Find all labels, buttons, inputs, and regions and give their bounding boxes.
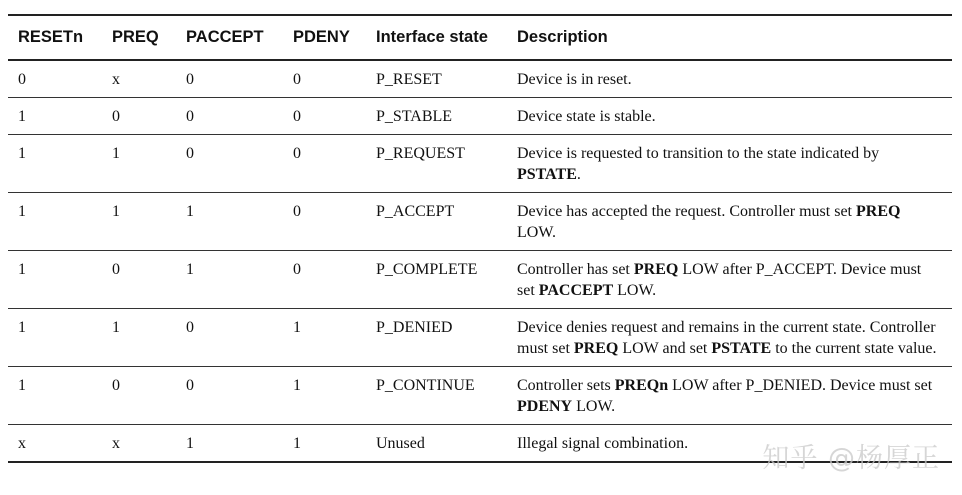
cell-pdeny: 1 xyxy=(283,425,366,463)
cell-paccept: 1 xyxy=(176,251,283,309)
cell-paccept: 0 xyxy=(176,309,283,367)
interface-state-table xyxy=(8,14,952,463)
table-row xyxy=(8,425,952,463)
state-table-container xyxy=(8,14,952,463)
cell-state: P_CONTINUE xyxy=(366,367,507,425)
signal-name: PREQ xyxy=(856,203,901,220)
signal-name: PREQ xyxy=(633,261,679,278)
table-body xyxy=(8,60,952,462)
cell-preq: x xyxy=(102,60,176,98)
signal-name: PREQ xyxy=(573,340,619,357)
table-row xyxy=(8,135,952,193)
cell-description xyxy=(507,135,952,193)
table-row xyxy=(8,309,952,367)
cell-resetn: 1 xyxy=(8,135,102,193)
cell-paccept: 0 xyxy=(176,367,283,425)
cell-resetn: 1 xyxy=(8,98,102,135)
cell-pdeny: 0 xyxy=(283,251,366,309)
cell-description xyxy=(507,251,952,309)
table-header-row xyxy=(8,15,952,60)
cell-pdeny: 0 xyxy=(283,98,366,135)
description-text: LOW and set xyxy=(618,340,712,357)
cell-preq: 0 xyxy=(102,251,176,309)
signal-name: PDENY xyxy=(517,398,573,415)
table-row xyxy=(8,60,952,98)
header-interface-state: Interface state xyxy=(366,15,507,60)
description-text: Device is in reset. xyxy=(517,71,632,88)
cell-preq: 1 xyxy=(102,309,176,367)
cell-description xyxy=(507,425,952,463)
cell-paccept: 1 xyxy=(176,425,283,463)
cell-pdeny: 1 xyxy=(283,367,366,425)
cell-pdeny: 0 xyxy=(283,135,366,193)
signal-name: PSTATE xyxy=(711,340,772,357)
table-row xyxy=(8,251,952,309)
cell-description xyxy=(507,98,952,135)
cell-pdeny: 0 xyxy=(283,193,366,251)
cell-state: P_REQUEST xyxy=(366,135,507,193)
table-row xyxy=(8,193,952,251)
header-resetn: RESETn xyxy=(8,15,102,60)
cell-state: P_STABLE xyxy=(366,98,507,135)
description-text: Device is requested to transition to the state indicated by xyxy=(517,145,880,162)
signal-name: PACCEPT xyxy=(538,282,614,299)
cell-paccept: 0 xyxy=(176,135,283,193)
cell-paccept: 1 xyxy=(176,193,283,251)
cell-preq: 0 xyxy=(102,367,176,425)
description-text: Controller has set xyxy=(517,261,634,278)
description-text: LOW. xyxy=(572,398,616,415)
cell-resetn: 1 xyxy=(8,309,102,367)
description-text: Device denies request and remains in the current state. Controller must set xyxy=(517,319,936,357)
description-text: . xyxy=(576,166,581,183)
signal-name: PREQn xyxy=(614,377,669,394)
table-row xyxy=(8,367,952,425)
description-text: Illegal signal combination. xyxy=(517,435,689,452)
cell-description xyxy=(507,193,952,251)
cell-description xyxy=(507,60,952,98)
description-text: LOW after P_ACCEPT. Device must set xyxy=(517,261,922,299)
cell-description xyxy=(507,309,952,367)
cell-resetn: 1 xyxy=(8,251,102,309)
cell-resetn: 1 xyxy=(8,367,102,425)
description-text: to the current state value. xyxy=(771,340,937,357)
cell-resetn: 1 xyxy=(8,193,102,251)
cell-state: P_ACCEPT xyxy=(366,193,507,251)
signal-name: PSTATE xyxy=(517,166,577,183)
cell-preq: 0 xyxy=(102,98,176,135)
watermark-text: 知乎 @杨厚正 xyxy=(762,443,940,474)
description-text: LOW. xyxy=(517,224,556,241)
description-text: LOW. xyxy=(613,282,657,299)
header-pdeny: PDENY xyxy=(283,15,366,60)
cell-state: P_DENIED xyxy=(366,309,507,367)
description-text: Device has accepted the request. Controller must set xyxy=(517,203,856,220)
cell-state: P_COMPLETE xyxy=(366,251,507,309)
cell-resetn: 0 xyxy=(8,60,102,98)
cell-resetn: x xyxy=(8,425,102,463)
table-row xyxy=(8,98,952,135)
cell-preq: x xyxy=(102,425,176,463)
cell-state: Unused xyxy=(366,425,507,463)
description-text: Controller sets xyxy=(517,377,615,394)
cell-state: P_RESET xyxy=(366,60,507,98)
cell-paccept: 0 xyxy=(176,98,283,135)
cell-pdeny: 0 xyxy=(283,60,366,98)
cell-preq: 1 xyxy=(102,135,176,193)
cell-paccept: 0 xyxy=(176,60,283,98)
description-text: Device state is stable. xyxy=(517,108,656,125)
header-preq: PREQ xyxy=(102,15,176,60)
header-description: Description xyxy=(507,15,952,60)
cell-description xyxy=(507,367,952,425)
cell-pdeny: 1 xyxy=(283,309,366,367)
header-paccept: PACCEPT xyxy=(176,15,283,60)
cell-preq: 1 xyxy=(102,193,176,251)
description-text: LOW after P_DENIED. Device must set xyxy=(668,377,933,394)
